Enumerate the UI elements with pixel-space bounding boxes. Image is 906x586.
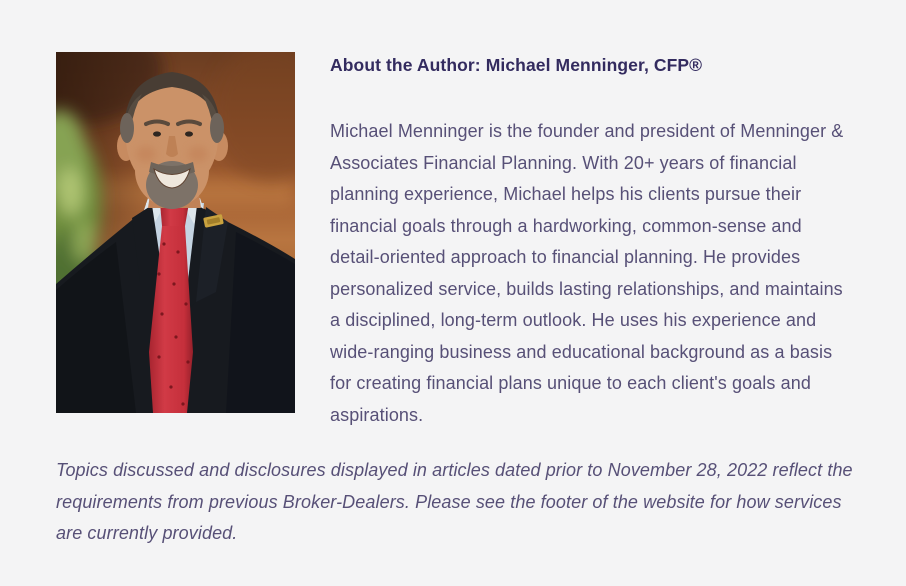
author-heading: About the Author: Michael Menninger, CFP®	[330, 55, 703, 75]
disclaimer-text: Topics discussed and disclosures displayed in articles dated prior to November 28, 2022 reflect the requirements from previous Broker-Dealers. Please see the footer of the website for how services are currently provided.	[56, 460, 853, 543]
author-photo	[56, 52, 295, 413]
author-bio-paragraph: Michael Menninger is the founder and president of Menninger & Associates Financial Planning. With 20+ years of financial planning experience, Michael helps his clients pursue their financial goals through a hardworking, common-sense and detail-oriented approach to financial planning. He provides personalized service, builds lasting relationships, and maintains a disciplined, long-term outlook. He uses his experience and wide-ranging business and educational background as a basis for creating financial plans unique to each client's goals and aspirations.	[330, 121, 844, 425]
author-section	[330, 52, 848, 431]
